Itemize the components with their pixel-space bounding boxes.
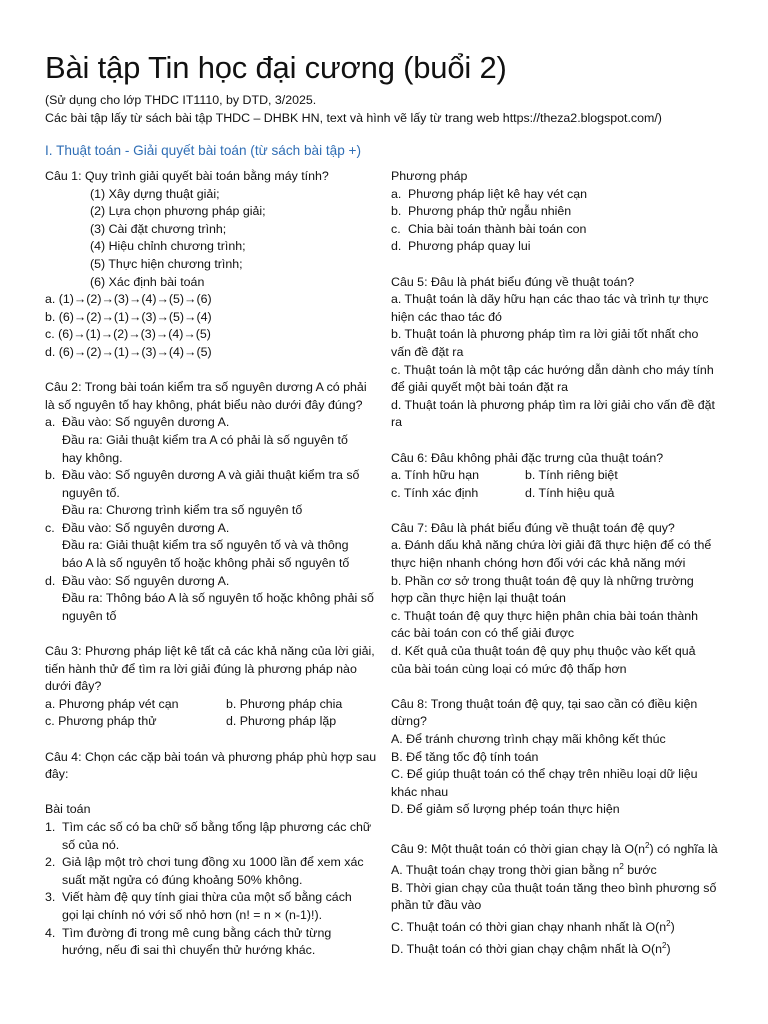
option-text: bước <box>623 863 657 878</box>
question-stem: Câu 4: Chọn các cặp bài toán và phương pháp phù hợp sau <box>45 749 377 764</box>
answer-option: A. Để tránh chương trình chạy mãi không kết thúc <box>391 732 666 746</box>
superscript: 2 <box>619 862 624 872</box>
option-text: D. Thuật toán có thời gian chạy chậm nhất là O(n <box>391 941 663 956</box>
problem-item <box>45 889 383 924</box>
option-text: ) <box>666 941 671 956</box>
process-step: (6) Xác định bài toán <box>90 274 205 289</box>
answer-option: c. Thuật toán đệ quy thực hiện phân chia bài toán thành <box>391 608 699 623</box>
answer-option-c <box>45 520 383 573</box>
answer-option <box>391 937 733 959</box>
option-text: Đầu vào: Số nguyên dương A và giải thuật kiểm tra số <box>62 468 360 483</box>
option-text: Phương pháp liệt kê hay vét cạn <box>408 186 587 201</box>
answer-option: d. Thuật toán là phương pháp tìm ra lời giải cho vấn đề đặt <box>391 397 715 412</box>
methods-label: Phương pháp <box>391 169 468 183</box>
option-text: báo A là số nguyên tố hoặc không phải số nguyên tố <box>62 556 350 571</box>
question-stem: Câu 6: Đâu không phải đặc trưng của thuật toán? <box>391 450 664 465</box>
answer-grid <box>45 696 383 731</box>
problem-item <box>45 925 383 960</box>
question-stem: là số nguyên tố hay không, phát biểu nào dưới đây đúng? <box>45 397 363 412</box>
superscript: 2 <box>645 840 650 850</box>
problem-item <box>45 854 383 889</box>
option-marker: b. <box>45 468 56 483</box>
question-2 <box>45 379 383 625</box>
option-marker: a. <box>45 415 56 430</box>
answer-option <box>391 915 733 937</box>
option-text: nguyên tố <box>62 608 117 623</box>
question-6 <box>391 450 733 503</box>
answer-option: để giải quyết một bài toán đặt ra <box>391 380 569 395</box>
option-marker: a. <box>391 186 402 201</box>
answer-option: B. Thời gian chạy của thuật toán tăng theo bình phương số <box>391 880 717 895</box>
option-text: Đầu vào: Số nguyên dương A. <box>62 415 230 430</box>
superscript: 2 <box>662 940 667 950</box>
option-text: hay không. <box>62 450 123 465</box>
question-stem: đây: <box>45 767 69 782</box>
answer-option: phần tử đầu vào <box>391 898 482 913</box>
question-5 <box>391 274 733 432</box>
question-9 <box>391 837 733 959</box>
option-marker: c. <box>45 520 55 535</box>
method-item <box>391 238 733 256</box>
method-item <box>391 186 733 204</box>
option-text: Chia bài toán thành bài toán con <box>408 221 587 236</box>
option-text: Phương pháp quay lui <box>408 239 531 254</box>
item-text: hướng, nếu đi sai thì chuyển thử hướng khác. <box>62 943 316 958</box>
option-marker: d. <box>391 239 402 254</box>
answer-option: c. Thuật toán là một tập các hướng dẫn dành cho máy tính <box>391 362 714 377</box>
process-step: (4) Hiệu chỉnh chương trình; <box>90 239 246 254</box>
answer-option: b. Thuật toán là phương pháp tìm ra lời giải tốt nhất cho <box>391 327 699 342</box>
answer-grid <box>391 467 733 502</box>
question-8 <box>391 696 733 819</box>
option-marker: c. <box>391 221 401 236</box>
answer-option: thực hiện nhanh chóng hơn đối với các khả năng mới <box>391 556 686 571</box>
answer-option: c. Phương pháp thử <box>45 714 157 729</box>
option-text: C. Thuật toán có thời gian chạy nhanh nhất là O(n <box>391 919 667 934</box>
question-stem: Câu 8: Trong thuật toán đệ quy, tại sao cần có điều kiện <box>391 696 698 711</box>
meta-line: Các bài tập lấy từ sách bài tập THDC – DHBK HN, text và hình vẽ lấy từ trang web https://theza2.blogspot.com/) <box>45 110 662 125</box>
document-meta <box>45 92 745 127</box>
answer-option-d <box>45 573 383 626</box>
option-text: Đầu ra: Giải thuật kiểm tra A có phải là số nguyên tố <box>62 432 348 447</box>
problem-item <box>45 819 383 854</box>
stem-text: ) có nghĩa là <box>649 841 718 856</box>
question-7 <box>391 520 733 678</box>
answer-option: D. Để giảm số lượng phép toán thực hiện <box>391 802 620 817</box>
right-column <box>391 168 733 976</box>
answer-option: b. Phần cơ sở trong thuật toán đệ quy là những trường <box>391 573 694 588</box>
item-text: Tìm đường đi trong mê cung bằng cách thử từng <box>62 925 332 940</box>
answer-option: a. Đánh dấu khả năng chứa lời giải đã thực hiện để có thể <box>391 538 712 553</box>
answer-option: d. Tính hiệu quả <box>525 485 615 500</box>
answer-option: c. (6)→(1)→(2)→(3)→(4)→(5) <box>45 327 211 342</box>
meta-line: (Sử dụng cho lớp THDC IT1110, by DTD, 3/2025. <box>45 93 317 107</box>
answer-option: d. (6)→(2)→(1)→(3)→(4)→(5) <box>45 344 212 359</box>
question-1 <box>45 168 383 362</box>
item-number: 2. <box>45 855 56 870</box>
option-text: nguyên tố. <box>62 485 120 500</box>
answer-option: c. Tính xác định <box>391 485 479 500</box>
question-3 <box>45 643 383 731</box>
answer-option: d. Phương pháp lặp <box>226 714 337 729</box>
process-step: (5) Thực hiện chương trình; <box>90 256 243 271</box>
option-text: Phương pháp thử ngẫu nhiên <box>408 204 572 219</box>
answer-option: các bài toán con có thể giải được <box>391 626 575 641</box>
option-text: Đầu vào: Số nguyên dương A. <box>62 520 230 535</box>
answer-option: d. Kết quả của thuật toán đệ quy phụ thuộc vào kết quả <box>391 644 696 659</box>
item-text: suất mặt ngửa có đúng khoảng 50% không. <box>62 872 303 887</box>
item-text: Giả lập một trò chơi tung đồng xu 1000 lần để xem xác <box>62 855 364 870</box>
option-text: Đầu ra: Giải thuật kiểm tra số nguyên tố và và thông <box>62 538 349 553</box>
superscript: 2 <box>666 918 671 928</box>
option-text: A. Thuật toán chạy trong thời gian bằng n <box>391 863 620 878</box>
item-number: 3. <box>45 890 56 905</box>
question-4 <box>45 749 383 960</box>
option-text: Đầu vào: Số nguyên dương A. <box>62 573 230 588</box>
question-stem: dừng? <box>391 714 427 729</box>
item-text: số của nó. <box>62 837 120 852</box>
problems-label: Bài toán <box>45 802 91 817</box>
question-stem: Câu 3: Phương pháp liệt kê tất cả các khả năng của lời giải, <box>45 644 375 659</box>
item-number: 1. <box>45 819 56 834</box>
answer-option-a <box>45 414 383 467</box>
section-heading: I. Thuật toán - Giải quyết bài toán (từ sách bài tập +) <box>45 143 362 158</box>
answer-option: a. Tính hữu hạn <box>391 468 479 483</box>
item-number: 4. <box>45 925 56 940</box>
answer-option: C. Để giúp thuật toán có thể chạy trên nhiều loại dữ liệu <box>391 767 698 782</box>
question-stem: Câu 1: Quy trình giải quyết bài toán bằng máy tính? <box>45 169 329 183</box>
answer-option <box>391 858 733 880</box>
answer-option: B. Để tăng tốc độ tính toán <box>391 749 539 764</box>
answer-option: khác nhau <box>391 784 449 799</box>
answer-option: a. Phương pháp vét cạn <box>45 696 179 711</box>
answer-option: của bài toán cùng loại có mức độ thấp hơn <box>391 661 627 676</box>
option-text: ) <box>670 919 675 934</box>
question-stem: tiến hành thử để tìm ra lời giải đúng là phương pháp nào <box>45 661 357 676</box>
stem-text: Câu 9: Một thuật toán có thời gian chạy là O(n <box>391 841 646 856</box>
answer-option: ra <box>391 415 403 430</box>
question-stem: Câu 5: Đâu là phát biểu đúng về thuật toán? <box>391 274 635 289</box>
page-title: Bài tập Tin học đại cương (buổi 2) <box>45 50 507 85</box>
answer-option-b <box>45 467 383 520</box>
answer-option: b. Tính riêng biệt <box>525 468 618 483</box>
process-step: (3) Cài đặt chương trình; <box>90 221 227 236</box>
method-item <box>391 221 733 239</box>
answer-option: a. (1)→(2)→(3)→(4)→(5)→(6) <box>45 292 212 307</box>
method-item <box>391 203 733 221</box>
option-text: Đầu ra: Chương trình kiểm tra số nguyên tố <box>62 503 303 518</box>
option-marker: b. <box>391 204 402 219</box>
process-step: (2) Lựa chọn phương pháp giải; <box>90 204 266 219</box>
question-stem: Câu 2: Trong bài toán kiểm tra số nguyên dương A có phải <box>45 380 367 395</box>
answer-option: hiện các thao tác đó <box>391 309 502 324</box>
answer-option: a. Thuật toán là dãy hữu hạn các thao tác và trình tự thực <box>391 292 709 307</box>
item-text: Tìm các số có ba chữ số bằng tổng lập phương các chữ <box>62 819 372 834</box>
option-text: Đầu ra: Thông báo A là số nguyên tố hoặc không phải số <box>62 591 374 606</box>
process-step: (1) Xây dựng thuật giải; <box>90 186 220 201</box>
answer-option: b. Phương pháp chia <box>226 696 343 711</box>
question-stem: Câu 7: Đâu là phát biểu đúng về thuật toán đệ quy? <box>391 520 675 535</box>
question-stem <box>391 837 733 859</box>
item-text: gọi lại chính nó với số nhỏ hơn (n! = n × (n-1)!). <box>62 907 323 922</box>
item-text: Viết hàm đệ quy tính giai thừa của một số bằng cách <box>62 890 352 905</box>
question-stem: dưới đây? <box>45 679 102 694</box>
left-column <box>45 168 383 977</box>
answer-option: b. (6)→(2)→(1)→(3)→(5)→(4) <box>45 309 212 324</box>
answer-option: hợp cần thực hiện lại thuật toán <box>391 591 566 606</box>
question-4-methods <box>391 168 733 256</box>
answer-option: vấn đề đặt ra <box>391 344 464 359</box>
option-marker: d. <box>45 573 56 588</box>
